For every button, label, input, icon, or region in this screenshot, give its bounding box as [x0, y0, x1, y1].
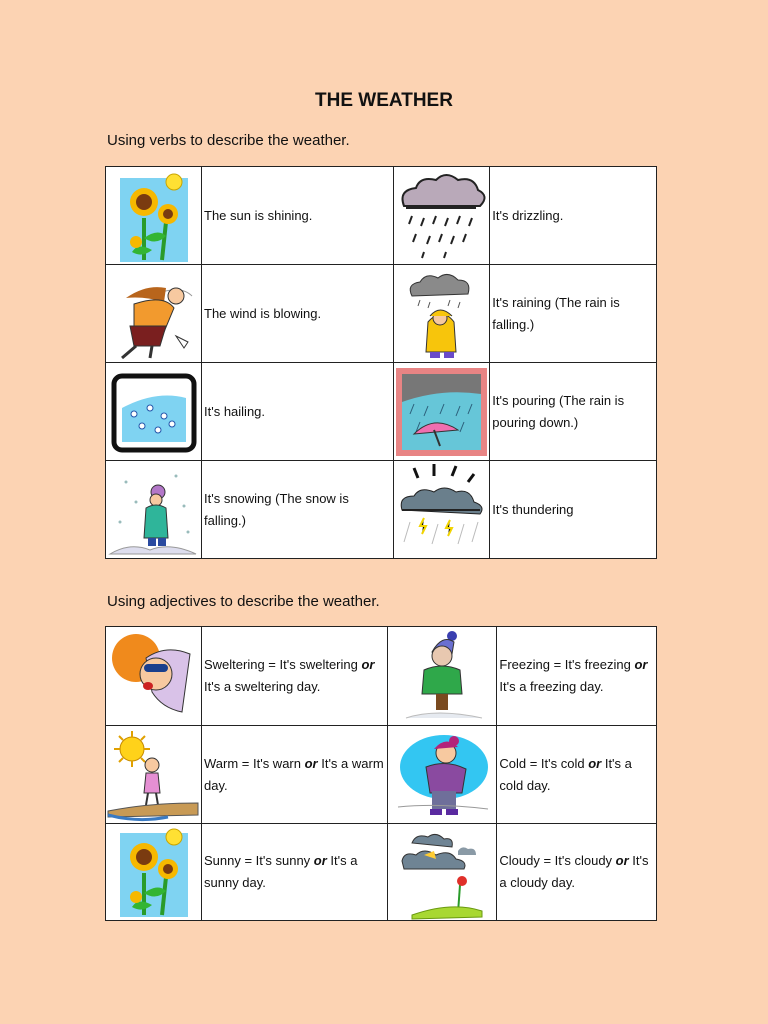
verb-text: It's thundering	[490, 461, 657, 559]
table-row	[106, 627, 657, 726]
adjectives-table	[105, 626, 657, 921]
adj-text: Cold = It's cold or It's a cold day.	[497, 726, 657, 824]
table-row	[106, 363, 657, 461]
or-connector: or	[361, 657, 375, 672]
adj-pic-cell	[106, 726, 202, 824]
verb-pic-cell	[394, 265, 490, 363]
pouring-umbrella-icon	[394, 364, 489, 460]
table-row	[106, 824, 657, 921]
sunflower-icon	[106, 825, 201, 920]
table-row	[106, 167, 657, 265]
verb-text: The sun is shining.	[202, 167, 394, 265]
adj-text: Freezing = It's freezing or It's a freezing day.	[497, 627, 657, 726]
freezing-person-icon	[388, 628, 496, 725]
adj-pic-cell	[106, 627, 202, 726]
wind-girl-icon	[106, 266, 201, 362]
verb-pic-cell	[106, 265, 202, 363]
rain-child-icon	[394, 266, 489, 362]
sweltering-face-icon	[106, 628, 201, 725]
thunder-cloud-icon	[394, 462, 489, 558]
or-connector: or	[615, 853, 629, 868]
verb-text: It's snowing (The snow is falling.)	[202, 461, 394, 559]
page-title: THE WEATHER	[315, 90, 453, 111]
adj-pic-cell	[388, 726, 497, 824]
verb-text: It's raining (The rain is falling.)	[490, 265, 657, 363]
drizzle-cloud-icon	[394, 168, 489, 264]
verb-text: It's drizzling.	[490, 167, 657, 265]
verbs-table	[105, 166, 657, 559]
hail-window-icon	[106, 364, 201, 460]
verb-pic-cell	[394, 461, 490, 559]
adj-text: Sweltering = It's sweltering or It's a sweltering day.	[202, 627, 388, 726]
cloudy-flower-icon	[388, 825, 496, 920]
verb-pic-cell	[106, 461, 202, 559]
verb-pic-cell	[394, 167, 490, 265]
table-row	[106, 726, 657, 824]
adj-text: Sunny = It's sunny or It's a sunny day.	[202, 824, 388, 921]
verbs-heading: Using verbs to describe the weather.	[107, 132, 350, 149]
snow-person-icon	[106, 462, 201, 558]
verb-pic-cell	[106, 363, 202, 461]
sunflower-icon	[106, 168, 201, 264]
or-connector: or	[634, 657, 648, 672]
adj-pic-cell	[106, 824, 202, 921]
table-row	[106, 265, 657, 363]
adjectives-heading: Using adjectives to describe the weather.	[107, 593, 380, 610]
warm-sun-icon	[106, 727, 201, 823]
adj-pic-cell	[388, 627, 497, 726]
verb-text: The wind is blowing.	[202, 265, 394, 363]
table-row	[106, 461, 657, 559]
verb-pic-cell	[106, 167, 202, 265]
adj-text: Warm = It's warn or It's a warm day.	[202, 726, 388, 824]
or-connector: or	[313, 853, 327, 868]
adj-pic-cell	[388, 824, 497, 921]
cold-person-icon	[388, 727, 496, 823]
verb-text: It's pouring (The rain is pouring down.)	[490, 363, 657, 461]
verb-text: It's hailing.	[202, 363, 394, 461]
verb-pic-cell	[394, 363, 490, 461]
adj-text: Cloudy = It's cloudy or It's a cloudy day.	[497, 824, 657, 921]
or-connector: or	[588, 755, 602, 771]
or-connector: or	[304, 755, 318, 771]
